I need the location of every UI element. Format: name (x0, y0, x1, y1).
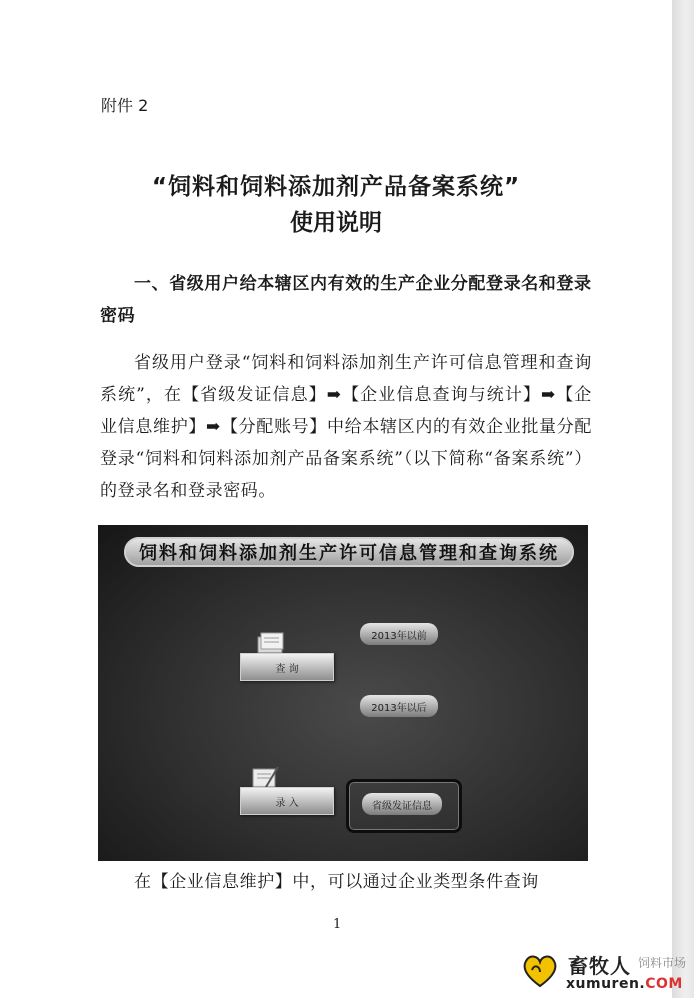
watermark (520, 948, 690, 996)
section-heading: 一、省级用户给本辖区内有效的生产企业分配登录名和登录密码 (100, 274, 592, 326)
provincial-certificate-info-button[interactable]: 省级发证信息 (362, 793, 442, 815)
body-paragraph-continued: 在【企业信息维护】中，可以通过企业类型条件查询 (134, 872, 539, 892)
entry-button[interactable]: 录 入 (240, 787, 334, 815)
body-paragraph: 省级用户登录“饲料和饲料添加剂生产许可信息管理和查询系统”，在【省级发证信息】➡【企业信息查询与统计】➡【企业信息维护】➡【分配账号】中给本辖区内的有效企业批量分配登录“饲料和饲料添加剂产品备案系统”（以下简称“备案系统”）的登录名和登录密码。 (100, 353, 592, 501)
heart-logo-icon (520, 950, 560, 990)
after-2013-button[interactable]: 2013年以后 (360, 695, 438, 717)
before-2013-button[interactable]: 2013年以前 (360, 623, 438, 645)
watermark-url-main: xumuren. (566, 976, 646, 992)
system-title-bar: 饲料和饲料添加剂生产许可信息管理和查询系统 (124, 537, 574, 567)
watermark-url (566, 976, 683, 992)
watermark-brand: 畜牧人 (568, 954, 631, 978)
watermark-sub: 饲料市场 (638, 956, 687, 970)
query-button[interactable]: 查 询 (240, 653, 334, 681)
embedded-system-screenshot (98, 525, 588, 861)
page-edge (672, 0, 694, 998)
annex-label: 附件 2 (101, 96, 149, 115)
page-number: 1 (333, 917, 342, 932)
watermark-url-tld: COM (645, 976, 683, 992)
document-subtitle: 使用说明 (290, 210, 382, 236)
document-title: “饲料和饲料添加剂产品备案系统” (151, 174, 521, 200)
